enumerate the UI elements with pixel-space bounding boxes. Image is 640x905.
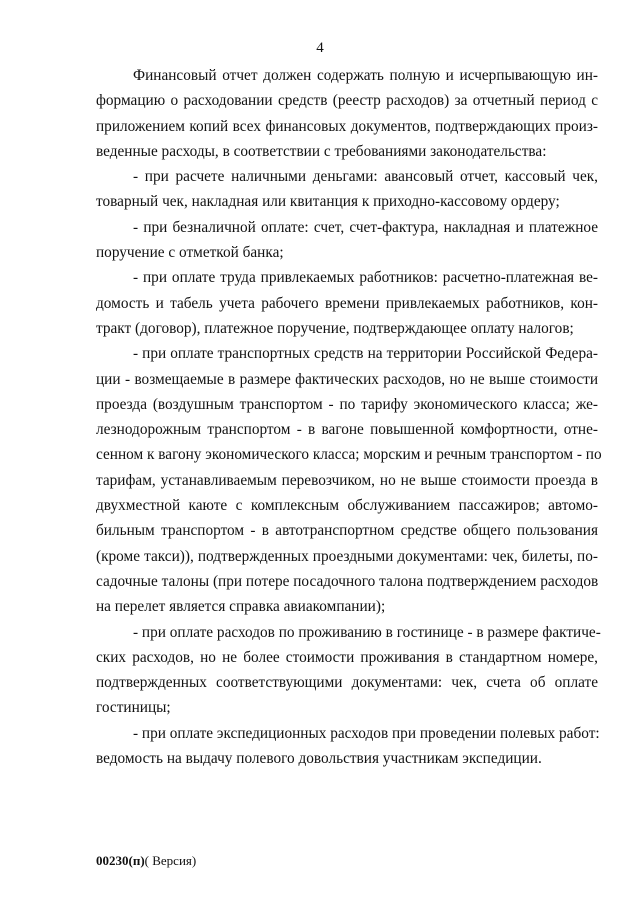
text-line: гостиницы; — [96, 699, 171, 717]
text-line: домость и табель учета рабочего времени привлекаемых работников, кон- — [96, 294, 598, 312]
paragraph — [96, 721, 598, 772]
text-line: Финансовый отчет должен содержать полную и исчерпывающую ин- — [133, 67, 598, 84]
text-line: садочные талоны (при потере посадочного талона подтверждением расходов — [96, 572, 599, 590]
text-line: - при расчете наличными деньгами: авансовый отчет, кассовый чек, — [133, 168, 598, 186]
document-footer — [96, 852, 196, 870]
text-line: ских расходов, но не более стоимости проживания в стандартном номере, — [96, 648, 598, 666]
text-line: ведомость на выдачу полевого довольствия участникам экспедиции. — [96, 750, 542, 768]
text-line: сенном к вагону экономического класса; морским и речным транспортом - по — [96, 446, 602, 464]
text-line: тракт (договор), платежное поручение, подтверждающее оплату налогов; — [96, 319, 574, 337]
paragraph — [96, 620, 601, 721]
text-line: товарный чек, накладная или квитанция к приходно-кассовому ордеру; — [96, 193, 560, 211]
text-line: бильным транспортом - в автотранспортном средстве общего пользования — [96, 522, 598, 540]
paragraph — [96, 63, 598, 164]
text-line: формацию о расходовании средств (реестр расходов) за отчетный период с — [96, 92, 598, 110]
text-line: приложением копий всех финансовых документов, подтверждающих произ- — [96, 117, 598, 135]
paragraph — [96, 341, 602, 619]
text-line: - при оплате транспортных средств на территории Российской Федера- — [133, 345, 598, 363]
text-line: ции - возмещаемые в размере фактических расходов, но не выше стоимости — [96, 370, 598, 388]
text-line: на перелет является справка авиакомпании); — [96, 598, 386, 616]
page-number: 4 — [316, 40, 324, 56]
text-line: - при оплате расходов по проживанию в гостинице - в размере фактиче- — [133, 623, 601, 641]
text-line: - при оплате экспедиционных расходов при проведении полевых работ: — [133, 724, 600, 742]
text-line: поручение с отметкой банка; — [96, 244, 284, 262]
text-line: двухместной каюте с комплексным обслуживанием пассажиров; автомо- — [96, 497, 598, 515]
text-line: проезда (воздушным транспортом - по тарифу экономического класса; же- — [96, 395, 598, 413]
document-body — [96, 63, 602, 771]
text-line: подтвержденных соответствующими документами: чек, счета об оплате — [96, 674, 598, 692]
paragraph — [96, 164, 598, 215]
paragraph — [96, 265, 598, 341]
version-label: ( Версия) — [144, 853, 197, 868]
paragraph — [96, 215, 598, 266]
text-line: (кроме такси)), подтвержденных проездными документами: чек, билеты, по- — [96, 547, 598, 565]
text-line: - при оплате труда привлекаемых работников: расчетно-платежная ве- — [133, 269, 598, 287]
text-line: тарифам, устанавливаемым перевозчиком, но не выше стоимости проезда в — [96, 471, 598, 489]
text-line: веденные расходы, в соответствии с требованиями законодательства: — [96, 142, 547, 160]
text-line: лезнодорожным транспортом - в вагоне повышенной комфортности, отне- — [96, 421, 598, 439]
document-code: 00230(п) — [96, 853, 145, 868]
text-line: - при безналичной оплате: счет, счет-фактура, накладная и платежное — [133, 218, 598, 236]
